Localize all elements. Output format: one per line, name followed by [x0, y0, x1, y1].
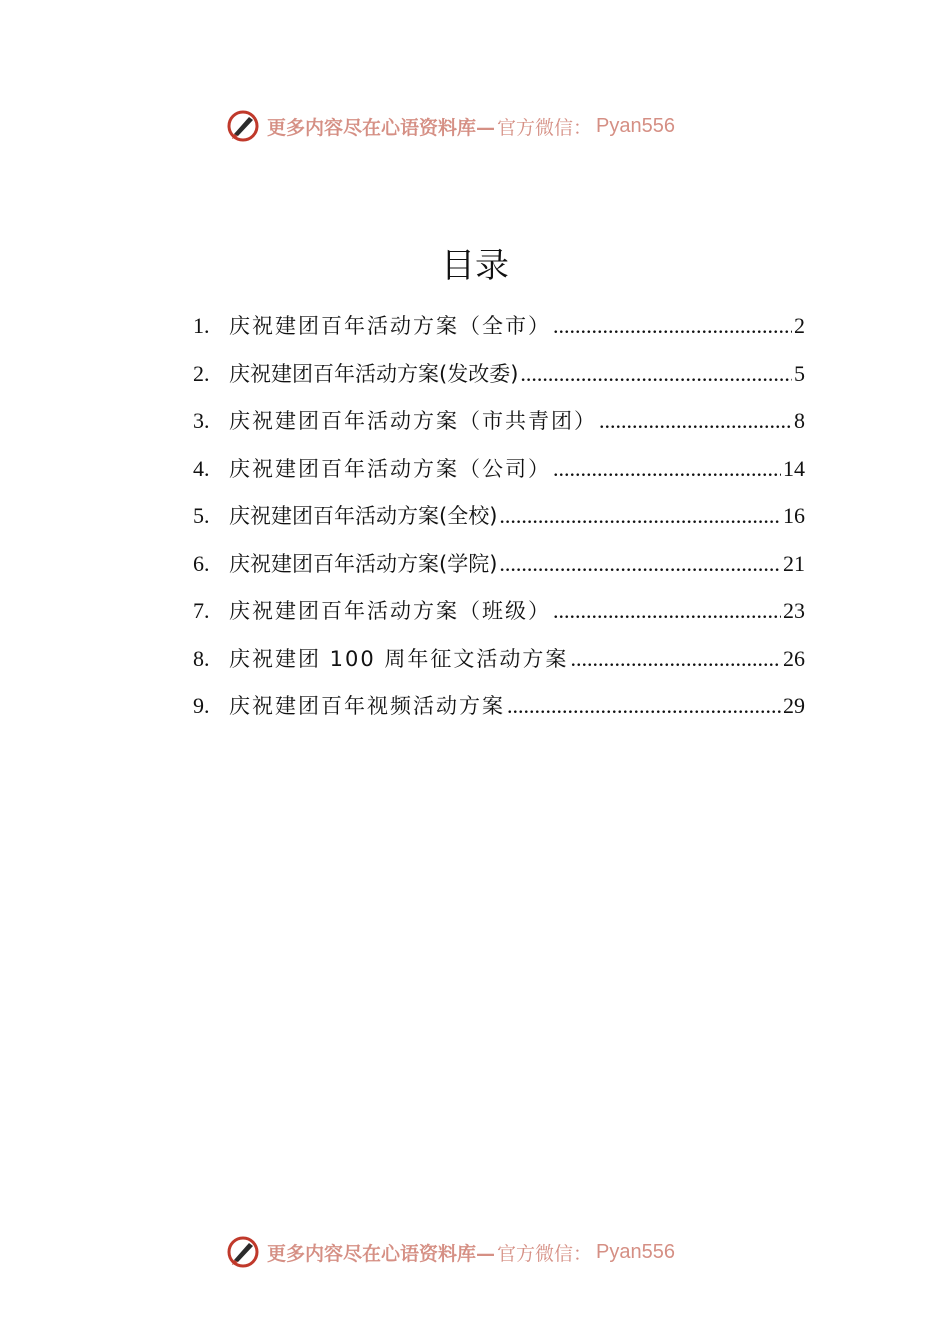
toc-leader — [553, 302, 792, 350]
pen-circle-logo-icon — [225, 108, 261, 144]
toc-entry-number: 1. — [193, 313, 210, 338]
toc-leader — [520, 350, 792, 398]
toc-entry-page: 14 — [783, 455, 805, 481]
toc-entry[interactable] — [193, 540, 805, 588]
toc-entry[interactable] — [193, 397, 805, 445]
toc-leader — [599, 397, 792, 445]
toc-title: 目录 — [441, 246, 509, 286]
toc-entry-page: 23 — [783, 598, 805, 623]
toc-entry-page: 8 — [794, 408, 805, 433]
banner-text: 更多内容尽在心语资料库— — [267, 1242, 496, 1265]
toc-entry-page: 26 — [783, 645, 805, 671]
pen-circle-logo-icon — [225, 1234, 261, 1270]
toc-entry-text: 庆祝建团百年活动方案(学院) — [229, 551, 498, 576]
toc-entry[interactable] — [193, 445, 805, 493]
toc-entry-text: 庆祝建团百年视频活动方案 — [229, 694, 505, 718]
toc-entry-number: 3. — [193, 408, 210, 433]
toc-entry-number: 7. — [193, 598, 210, 623]
toc-entry[interactable] — [193, 635, 805, 683]
toc-leader — [553, 587, 781, 635]
toc-list — [193, 302, 805, 730]
banner-wechat-label: 官方微信： — [497, 1242, 593, 1265]
toc-entry-number: 6. — [193, 550, 210, 576]
toc-entry-page: 21 — [783, 550, 805, 576]
banner-wechat-label: 官方微信： — [497, 116, 593, 139]
toc-entry[interactable] — [193, 302, 805, 350]
toc-entry-text: 庆祝建团百年活动方案(全校) — [229, 504, 498, 528]
banner-text: 更多内容尽在心语资料库— — [267, 116, 496, 139]
toc-entry[interactable] — [193, 492, 805, 540]
toc-entry-number: 5. — [193, 503, 210, 528]
toc-leader — [499, 540, 781, 588]
toc-entry[interactable] — [193, 350, 805, 398]
toc-entry[interactable] — [193, 587, 805, 635]
toc-entry-number: 4. — [193, 455, 210, 481]
toc-entry-text: 庆祝建团百年活动方案（公司） — [229, 456, 551, 481]
toc-entry-text: 庆祝建团百年活动方案（班级） — [229, 599, 551, 623]
banner-wechat-id: Pyan556 — [596, 1240, 675, 1263]
toc-leader — [570, 635, 781, 683]
banner-wechat-id: Pyan556 — [596, 114, 675, 137]
footer-banner — [225, 1232, 745, 1272]
toc-leader — [553, 445, 781, 493]
toc-entry-number: 2. — [193, 360, 210, 386]
toc-leader — [507, 682, 781, 730]
toc-entry-page: 29 — [783, 693, 805, 718]
toc-leader — [499, 492, 781, 540]
toc-entry-text: 庆祝建团百年活动方案（全市） — [229, 314, 551, 338]
toc-entry-number: 8. — [193, 645, 210, 671]
header-banner — [225, 106, 745, 146]
toc-entry-page: 5 — [794, 360, 805, 386]
toc-entry-text: 庆祝建团 100 周年征文活动方案 — [229, 646, 569, 671]
toc-entry-page: 2 — [794, 313, 805, 338]
toc-entry-text: 庆祝建团百年活动方案（市共青团） — [229, 409, 597, 433]
toc-entry-text: 庆祝建团百年活动方案(发改委) — [229, 361, 519, 386]
toc-entry-number: 9. — [193, 693, 210, 718]
toc-entry[interactable] — [193, 682, 805, 730]
toc-entry-page: 16 — [783, 503, 805, 528]
